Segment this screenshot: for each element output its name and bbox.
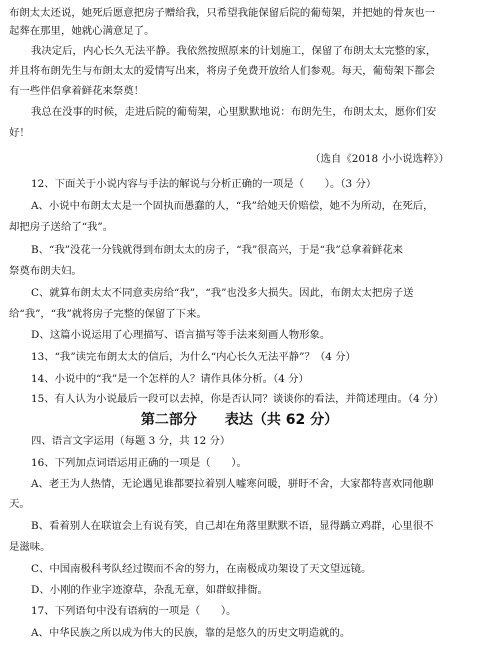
- question-16-option-b-cont: 是滋味。: [9, 541, 51, 553]
- question-17-stem: 17、下列语句中没有语病的一项是（ ）。: [31, 605, 237, 617]
- question-16-option-d: D、小刚的作业字迹潦草，杂乱无章，如群蚁排衙。: [31, 584, 268, 596]
- story-line: 好！: [9, 127, 30, 139]
- question-13: 13、“我”读完布朗太太的信后，为什么“内心长久无法平静”？（4 分）: [31, 351, 356, 363]
- question-17-option-a: A、中华民族之所以成为伟大的民族，靠的是悠久的历史文明造就的。: [31, 627, 351, 639]
- question-12-stem: 12、下面关于小说内容与手法的解说与分析正确的一项是（ ）。（3 分）: [31, 178, 377, 190]
- source-citation: （选自《2018 小小说选粹》）: [310, 153, 449, 165]
- story-line: 我总在没事的时候，走进后院的葡萄架，心里默默地说：布朗先生，布朗太太，愿你们安: [31, 106, 437, 118]
- question-16-option-b: B、看着别人在联谊会上有说有笑，自己却在角落里默默不语，显得踽立鸡群，心里很不: [31, 520, 434, 532]
- story-line: 我决定后，内心长久无法平静。我依然按照原来的计划施工，保留了布朗太太完整的家，: [31, 45, 437, 57]
- question-14: 14、小说中的“我”是一个怎样的人？请作具体分析。（4 分）: [31, 373, 309, 385]
- story-line: 起葬在那里，她就心满意足了。: [9, 25, 155, 37]
- question-12-option-b: B、“我”没花一分钱就得到布朗太太的房子，“我”很高兴，于是“我”总拿着鲜花来: [31, 244, 404, 256]
- section-four-heading: 四、语言文字运用（每题 3 分，共 12 分）: [31, 435, 231, 447]
- story-line: 布朗太太还说，她死后愿意把房子赠给我，只希望我能保留后院的葡萄架，并把她的骨灰也一: [9, 7, 436, 19]
- question-16-stem: 16、下列加点词语运用正确的一项是（ ）。: [31, 457, 247, 469]
- question-12-option-a-cont: 却把房子送给了“我”。: [9, 221, 114, 233]
- question-16-option-c: C、中国南极科考队经过锲而不舍的努力，在南极成功架设了天文望远镜。: [31, 563, 372, 575]
- story-line: 有一些伴侣拿着鲜花来祭奠！: [9, 85, 145, 97]
- question-16-option-a: A、老王为人热情，无论遇见谁都要拉着别人嘘寒问暖，骈盱不舍，大家都特喜欢同他聊: [31, 478, 434, 490]
- question-16-option-a-cont: 天。: [9, 498, 30, 510]
- question-12-option-c-cont: 给“我”，“我”就将房子完整的保留了下来。: [9, 308, 207, 320]
- question-15: 15、有人认为小说最后一段可以去掉，你是否认同？谈谈你的看法，并简述理由。（4 分）: [31, 393, 444, 405]
- question-12-option-c: C、就算布朗太太不同意卖房给“我”，“我”也没多大损失。因此，布朗太太把房子送: [31, 287, 414, 299]
- part-two-title: 第二部分 表达（共 62 分）: [140, 412, 339, 428]
- story-line: 并且将布朗先生与布朗太太的爱情写出来，将房子免费开放给人们参观。每天，葡萄架下都会: [9, 65, 436, 77]
- question-12-option-a: A、小说中布朗太太是一个固执而愚蠢的人，“我”给她天价赔偿，她不为所动，在死后，: [31, 200, 434, 212]
- question-12-option-d: D、这篇小说运用了心理描写、语言描写等手法来刻画人物形象。: [31, 329, 331, 341]
- question-12-option-b-cont: 祭奠布朗夫妇。: [9, 265, 82, 277]
